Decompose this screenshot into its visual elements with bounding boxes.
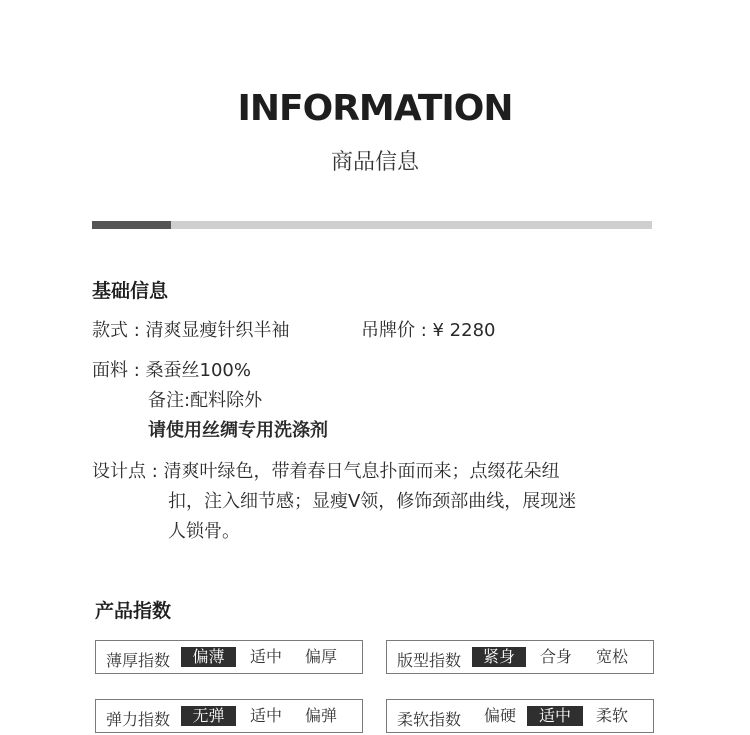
note-line: 备注:配料除外 (148, 390, 263, 411)
softness-option-hard: 偏硬 (483, 706, 516, 725)
thickness-option-medium: 适中 (249, 647, 282, 666)
thickness-index (95, 640, 363, 674)
softness-index (386, 699, 654, 733)
elasticity-index (95, 699, 363, 733)
page-title-english: INFORMATION (237, 88, 513, 129)
design-line-3: 人锁骨。 (168, 521, 240, 542)
softness-index-label: 柔软指数 (397, 710, 462, 729)
elasticity-option-medium: 适中 (249, 706, 282, 725)
divider-bar (92, 221, 652, 229)
price-line: 吊牌价 : ¥ 2280 (361, 320, 496, 341)
softness-option-soft: 柔软 (595, 706, 628, 725)
fit-option-regular: 合身 (539, 647, 572, 666)
design-line-2: 扣，注入细节感；显瘦V领，修饰颈部曲线，展现迷 (168, 491, 577, 512)
fabric-line: 面料 : 桑蚕丝100% (92, 360, 251, 381)
thickness-option-thick: 偏厚 (304, 647, 337, 666)
basic-info-heading: 基础信息 (92, 280, 169, 302)
fit-index (386, 640, 654, 674)
thickness-index-label: 薄厚指数 (106, 651, 171, 670)
wash-line: 请使用丝绸专用洗涤剂 (148, 420, 328, 441)
style-line: 款式 : 清爽显瘦针织半袖 (92, 320, 290, 341)
softness-option-medium: 适中 (527, 706, 583, 726)
fit-option-loose: 宽松 (595, 647, 628, 666)
elasticity-option-stretchy: 偏弹 (304, 706, 337, 725)
elasticity-option-none: 无弹 (181, 706, 236, 726)
design-line-1: 设计点 : 清爽叶绿色，带着春日气息扑面而来；点缀花朵纽 (92, 461, 560, 482)
divider-accent (92, 221, 171, 229)
fit-option-tight: 紧身 (472, 647, 526, 667)
elasticity-index-label: 弹力指数 (106, 710, 171, 729)
fit-index-label: 版型指数 (397, 651, 462, 670)
product-index-heading: 产品指数 (95, 600, 172, 622)
thickness-option-thin: 偏薄 (181, 647, 236, 667)
page-title-chinese: 商品信息 (330, 150, 419, 175)
